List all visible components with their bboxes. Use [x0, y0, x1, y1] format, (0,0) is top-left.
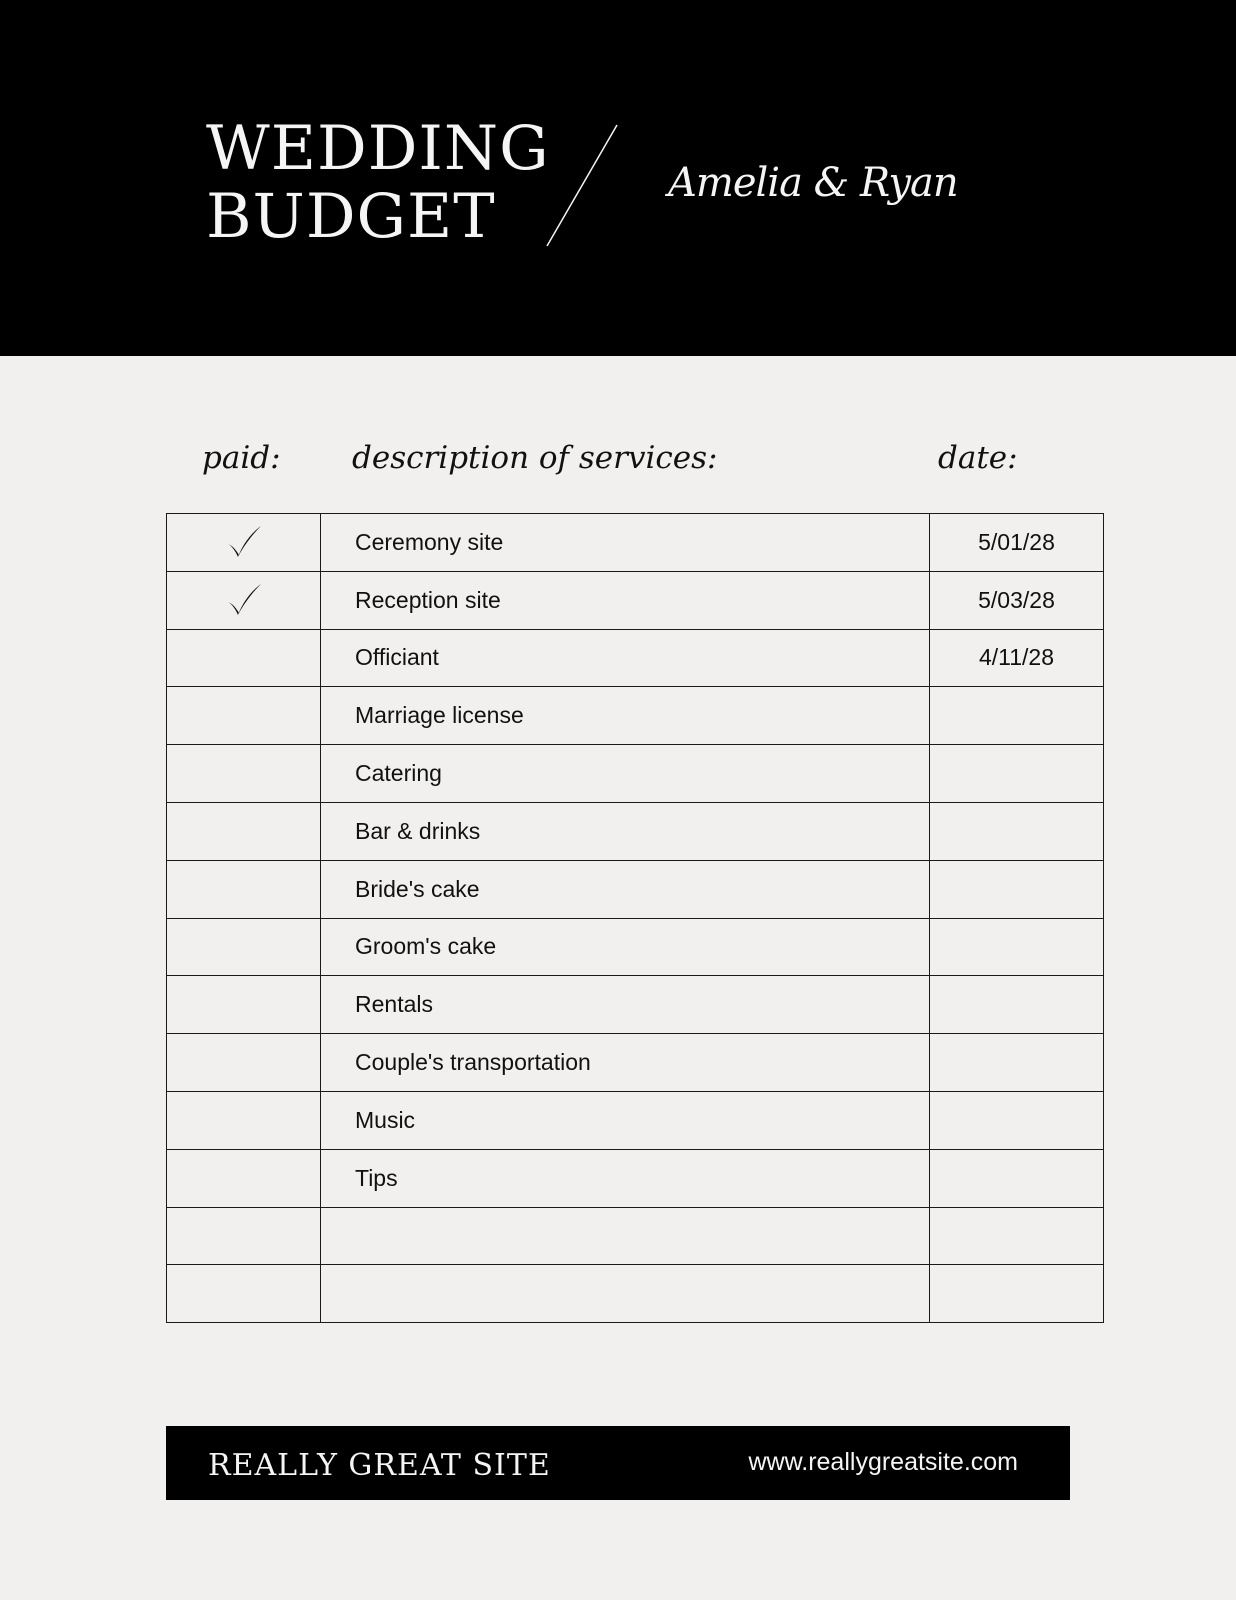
- header-banner: [0, 0, 1236, 356]
- paid-cell[interactable]: [167, 1265, 321, 1323]
- column-header-date: date:: [938, 440, 1018, 476]
- budget-table: [166, 513, 1104, 1323]
- paid-cell[interactable]: [167, 571, 321, 629]
- description-cell: [321, 1265, 930, 1323]
- description-cell: Ceremony site: [321, 514, 930, 572]
- table-row: [167, 976, 1104, 1034]
- paid-cell[interactable]: [167, 687, 321, 745]
- date-cell: 5/01/28: [930, 514, 1104, 572]
- paid-cell[interactable]: [167, 976, 321, 1034]
- paid-cell[interactable]: [167, 860, 321, 918]
- description-cell: Marriage license: [321, 687, 930, 745]
- description-cell: Bride's cake: [321, 860, 930, 918]
- date-cell: [930, 1149, 1104, 1207]
- description-cell: Tips: [321, 1149, 930, 1207]
- footer-url-link[interactable]: www.reallygreatsite.com: [748, 1448, 1018, 1476]
- date-cell: 5/03/28: [930, 571, 1104, 629]
- description-cell: Bar & drinks: [321, 802, 930, 860]
- title-line-1: WEDDING: [206, 112, 550, 184]
- table-row: [167, 802, 1104, 860]
- date-cell: [930, 918, 1104, 976]
- table-row: [167, 514, 1104, 572]
- description-cell: Rentals: [321, 976, 930, 1034]
- date-cell: [930, 976, 1104, 1034]
- paid-cell[interactable]: [167, 918, 321, 976]
- table-row: [167, 1265, 1104, 1323]
- paid-cell[interactable]: [167, 1034, 321, 1092]
- date-cell: [930, 1265, 1104, 1323]
- table-row: [167, 918, 1104, 976]
- description-cell: Catering: [321, 745, 930, 803]
- description-cell: [321, 1207, 930, 1265]
- table-row: [167, 1149, 1104, 1207]
- date-cell: [930, 1034, 1104, 1092]
- paid-cell[interactable]: [167, 745, 321, 803]
- table-row: [167, 1207, 1104, 1265]
- table-row: [167, 745, 1104, 803]
- table-row: [167, 571, 1104, 629]
- date-cell: [930, 802, 1104, 860]
- date-cell: [930, 1091, 1104, 1149]
- date-cell: [930, 1207, 1104, 1265]
- table-row: [167, 1034, 1104, 1092]
- paid-cell[interactable]: [167, 1149, 321, 1207]
- description-cell: Music: [321, 1091, 930, 1149]
- description-cell: Officiant: [321, 629, 930, 687]
- footer-bar: [166, 1426, 1070, 1500]
- paid-cell[interactable]: [167, 1207, 321, 1265]
- paid-cell[interactable]: [167, 802, 321, 860]
- couple-names: Amelia & Ryan: [668, 160, 958, 206]
- paid-cell[interactable]: [167, 629, 321, 687]
- paid-cell[interactable]: [167, 514, 321, 572]
- checkmark-icon: [224, 580, 264, 620]
- table-row: [167, 687, 1104, 745]
- table-row: [167, 860, 1104, 918]
- column-header-description: description of services:: [352, 440, 718, 476]
- table-row: [167, 1091, 1104, 1149]
- table-row: [167, 629, 1104, 687]
- date-cell: [930, 745, 1104, 803]
- divider-slash: [0, 0, 1236, 356]
- date-cell: [930, 687, 1104, 745]
- checkmark-icon: [224, 522, 264, 562]
- description-cell: Groom's cake: [321, 918, 930, 976]
- title-line-2: BUDGET: [206, 180, 496, 252]
- paid-cell[interactable]: [167, 1091, 321, 1149]
- date-cell: 4/11/28: [930, 629, 1104, 687]
- description-cell: Reception site: [321, 571, 930, 629]
- column-header-paid: paid:: [202, 440, 281, 476]
- date-cell: [930, 860, 1104, 918]
- footer-brand: REALLY GREAT SITE: [208, 1448, 551, 1483]
- description-cell: Couple's transportation: [321, 1034, 930, 1092]
